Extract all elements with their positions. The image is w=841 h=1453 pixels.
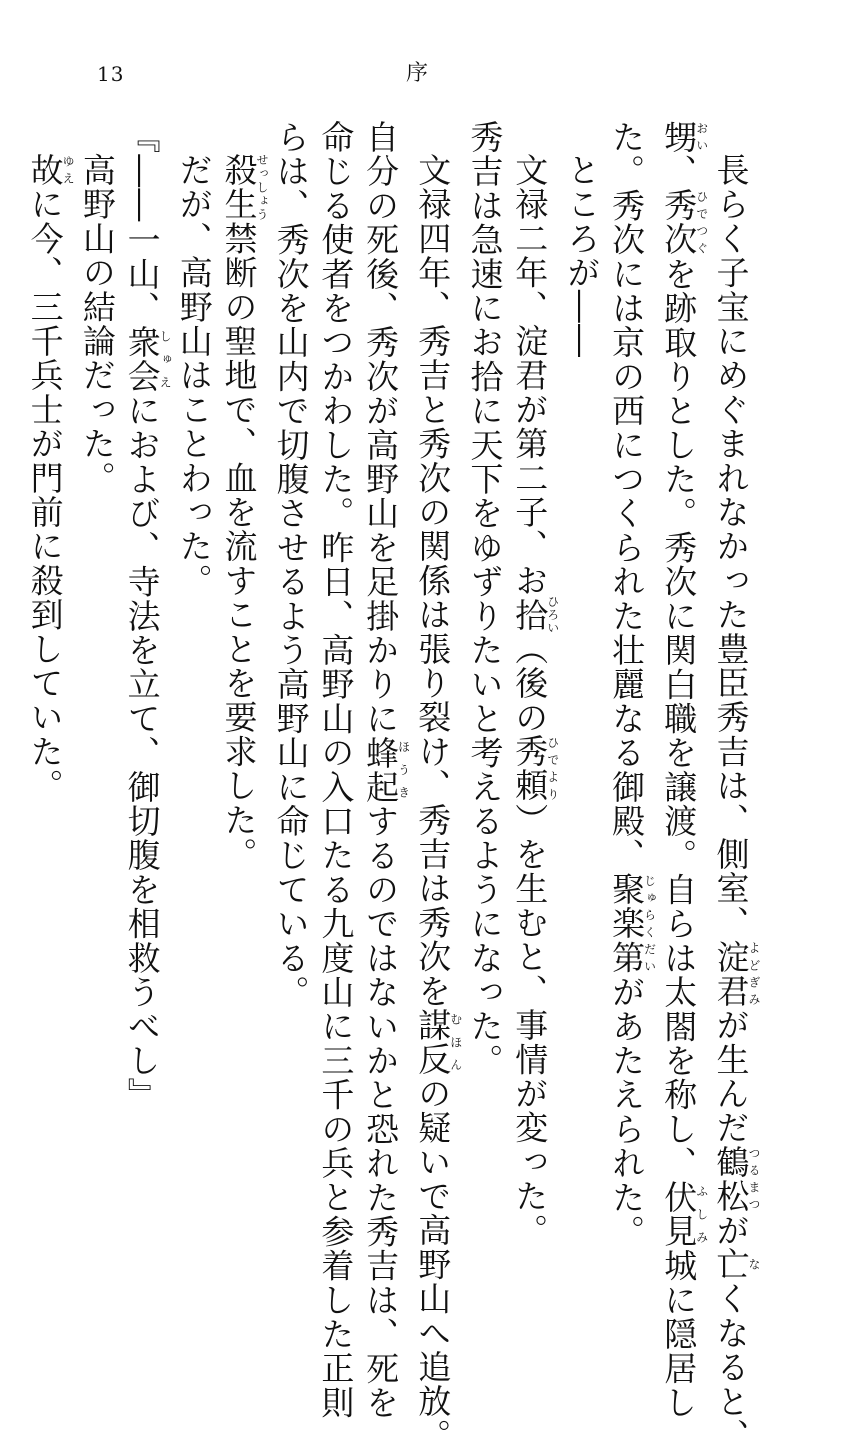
text-segment: 命じる使者をつかわした。昨日、高野山の入口たる九度山に三千の兵と参着した正則 xyxy=(316,120,356,1420)
furigana: むほん xyxy=(448,1008,463,1077)
text-line xyxy=(462,120,507,1140)
text-segment: ところが―― xyxy=(562,153,602,359)
text-segment: 、 xyxy=(659,154,699,189)
text-segment: が xyxy=(711,1213,751,1248)
ruby-word: 衆会しゅえ xyxy=(122,325,173,394)
text-segment: するのではないかと恐れた秀吉は、死を xyxy=(361,804,401,1420)
furigana: ほうき xyxy=(396,735,411,804)
ruby-word: 拾ひろい xyxy=(510,595,560,635)
text-segment: が生んだ xyxy=(711,1008,751,1145)
text-segment: 高野山の結論だった。 xyxy=(77,153,117,495)
ruby-word: 秀頼ひでより xyxy=(510,734,560,803)
text-line xyxy=(410,120,463,1453)
furigana: ひでつぐ xyxy=(694,188,709,257)
text-segment: （後の xyxy=(510,631,550,735)
ruby-word: 故ゆえ xyxy=(25,153,76,188)
text-segment: があたえられた。 xyxy=(607,975,647,1249)
text-line xyxy=(708,120,761,1453)
text-segment: 自分の死後、秀次が高野山を足掛かりに xyxy=(361,120,401,736)
ruby-word: 秀次ひでつぐ xyxy=(659,188,709,257)
text-line xyxy=(22,120,74,1140)
text-segment: におよび、寺法を立て、御切腹を相救うべし』 xyxy=(122,393,162,1112)
text-segment: を跡取りとした。秀次に関白職を譲渡。自らは太閤を称し、 xyxy=(659,256,699,1181)
ruby-word: 聚楽第じゅらくだい xyxy=(607,872,657,976)
text-segment: 『――一山、 xyxy=(122,120,162,326)
ruby-word: 謀反むほん xyxy=(413,1008,463,1077)
ruby-word: 伏見ふしみ xyxy=(659,1180,709,1249)
page-number: 13 xyxy=(97,62,125,86)
vertical-text-body xyxy=(25,120,761,1453)
text-segment: た。秀次には京の西につくられた壮麗なる御殿、 xyxy=(607,120,647,873)
text-line xyxy=(603,120,657,1249)
text-line xyxy=(357,120,411,1420)
text-line xyxy=(216,120,268,1140)
text-line xyxy=(656,120,709,1420)
furigana: よどぎみ xyxy=(747,939,761,1009)
text-segment: に今、三千兵士が門前に殺到していた。 xyxy=(25,187,65,803)
text-segment: ）を生むと、事情が変った。 xyxy=(510,802,550,1248)
ruby-word: 蜂起ほうき xyxy=(361,735,411,805)
text-segment: 長らく子宝にめぐまれなかった豊臣秀吉は、側室、 xyxy=(711,153,751,940)
text-segment: だが、高野山はことわった。 xyxy=(174,153,214,598)
text-line xyxy=(119,120,171,1140)
section-title: 序 xyxy=(406,61,429,86)
text-segment: くなると、 xyxy=(711,1281,751,1453)
text-segment: 文禄四年、秀吉と秀次の関係は張り裂け、秀吉は秀次を xyxy=(413,153,453,1008)
text-line xyxy=(313,120,358,1420)
text-line xyxy=(171,120,216,1140)
furigana: じゅらくだい xyxy=(642,872,657,976)
ruby-word: 甥おい xyxy=(659,120,709,155)
text-line xyxy=(559,120,604,1140)
furigana: ひでより xyxy=(545,734,560,803)
text-segment: 城に隠居し xyxy=(659,1248,699,1420)
text-segment: らは、秀次を山内で切腹させるよう高野山に命じている。 xyxy=(271,120,311,1010)
furigana: ゆえ xyxy=(61,153,76,188)
text-line xyxy=(74,120,119,1140)
ruby-word: 殺生せっしょう xyxy=(219,153,269,222)
furigana: せっしょう xyxy=(254,153,269,222)
furigana: ふしみ xyxy=(694,1180,709,1249)
furigana: つるまつ xyxy=(747,1144,761,1214)
text-segment: 秀吉は急速にお拾に天下をゆずりたいと考えるようになった。 xyxy=(465,120,505,1078)
furigana: ひろい xyxy=(545,595,560,635)
ruby-word: 亡な xyxy=(711,1247,761,1282)
ruby-word: 鶴松つるまつ xyxy=(711,1144,761,1214)
text-segment: の疑いで高野山へ追放。 xyxy=(413,1076,453,1453)
text-segment: 禁断の聖地で、血を流すことを要求した。 xyxy=(219,221,259,872)
text-segment: 文禄二年、淀君が第二子、お xyxy=(510,153,550,598)
text-line xyxy=(506,120,560,1248)
furigana: しゅえ xyxy=(158,325,173,394)
furigana: な xyxy=(747,1247,761,1282)
text-line xyxy=(268,120,313,1140)
furigana: おい xyxy=(694,120,709,155)
ruby-word: 淀君よどぎみ xyxy=(711,939,761,1009)
